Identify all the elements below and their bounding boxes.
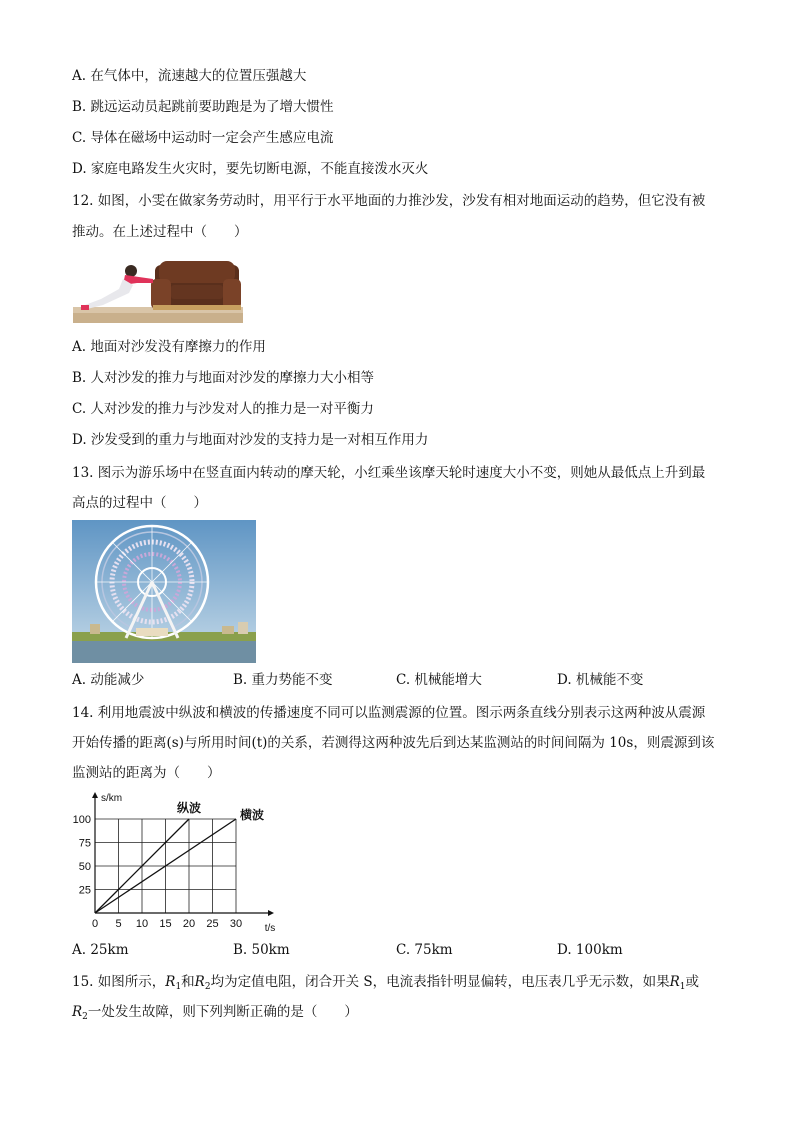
q15-stem-line1 [72,972,699,997]
x-tick-label: 5 [115,918,122,930]
q14-stem-line2: 开始传播的距离(s)与所用时间(t)的关系，若测得这两种波先后到达某监测站的时间间隔为 10s，则震源到该 [72,735,715,751]
q14-option-a: A. 25km [72,942,129,958]
q13-option-c: C. 机械能增大 [396,672,482,688]
q14-option-d: D. 100km [557,942,623,958]
x-axis-label: t/s [264,923,276,934]
q12-option-c: C. 人对沙发的推力与沙发对人的推力是一对平衡力 [72,401,374,417]
q11-option-b: B. 跳远运动员起跳前要助跑是为了增大惯性 [72,99,334,115]
q13-stem-line1: 13. 图示为游乐场中在竖直面内转动的摩天轮，小红乘坐该摩天轮时速度大小不变，则她从最低点上升到最 [72,465,706,481]
ferris-wheel-photo [72,520,256,663]
q14-option-c: C. 75km [396,942,453,958]
series-label-longitudinal: 纵波 [176,801,202,815]
q15-number: 15. 如图所示， [72,974,166,990]
r2-symbol: R [194,974,205,990]
x-axis-arrow [268,910,274,916]
wave-distance-time-chart [68,786,280,936]
r2-symbol-2: R [72,1004,83,1020]
x-tick-label: 20 [182,918,196,930]
x-tick-label: 10 [135,918,149,930]
r2-subscript: 2 [204,982,211,992]
x-tick-label: 0 [91,918,99,930]
q15-or: 或 [685,974,700,990]
q12-stem-line2: 推动。在上述过程中（ ） [72,224,248,240]
x-tick-label: 25 [206,918,219,930]
r1-subscript-2: 1 [679,982,686,992]
x-tick-label: 15 [159,918,172,930]
y-tick-label: 100 [72,814,91,826]
q14-stem-line3: 监测站的距离为（ ） [72,765,221,781]
q15-text2: 一处发生故障，则下列判断正确的是（ ） [87,1004,358,1020]
pushing-sofa-photo [73,255,243,323]
q15-text1: 均为定值电阻，闭合开关 S，电流表指针明显偏转，电压表几乎无示数，如果 [210,974,670,990]
r1-symbol-2: R [669,974,680,990]
q13-option-d: D. 机械能不变 [557,672,644,688]
y-tick-label: 25 [78,884,91,897]
q14-option-b: B. 50km [233,942,290,958]
q11-option-d: D. 家庭电路发生火灾时，要先切断电源，不能直接泼水灭火 [72,161,429,177]
q15-and: 和 [181,974,195,990]
x-tick-label: 30 [229,918,243,930]
q15-stem-line2 [72,1002,358,1027]
y-axis-arrow [92,792,98,798]
q11-option-c: C. 导体在磁场中运动时一定会产生感应电流 [72,130,334,146]
q12-stem-line1: 12. 如图，小雯在做家务劳动时，用平行于水平地面的力推沙发，沙发有相对地面运动的趋势，但它没有被 [72,193,706,209]
q14-stem-line1: 14. 利用地震波中纵波和横波的传播速度不同可以监测震源的位置。图示两条直线分别表示这两种波从震源 [72,705,706,721]
y-axis-label: s/km [101,793,123,804]
q11-option-a: A. 在气体中，流速越大的位置压强越大 [72,68,307,84]
y-tick-label: 50 [78,861,91,873]
y-tick-label: 75 [78,837,91,850]
q13-option-b: B. 重力势能不变 [233,672,333,688]
q12-option-a: A. 地面对沙发没有摩擦力的作用 [72,339,266,355]
q13-option-a: A. 动能减少 [72,672,145,688]
series-label-transverse: 横波 [239,808,265,822]
r2-subscript-2: 2 [82,1012,88,1022]
q13-stem-line2: 高点的过程中（ ） [72,495,207,511]
r1-subscript: 1 [175,982,182,992]
r1-symbol: R [165,974,176,990]
q12-option-b: B. 人对沙发的推力与地面对沙发的摩擦力大小相等 [72,370,375,386]
q12-option-d: D. 沙发受到的重力与地面对沙发的支持力是一对相互作用力 [72,432,429,448]
